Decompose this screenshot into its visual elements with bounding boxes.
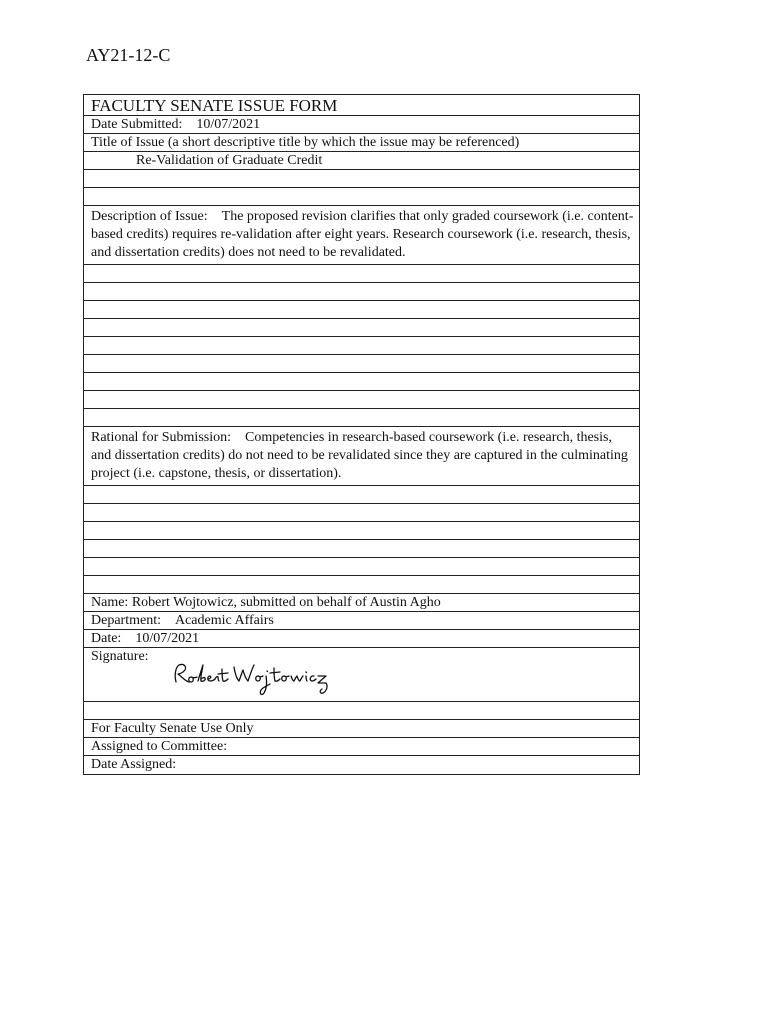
form-title: FACULTY SENATE ISSUE FORM xyxy=(84,95,639,116)
blank-row xyxy=(84,576,639,594)
blank-row xyxy=(84,355,639,373)
document-id: AY21-12-C xyxy=(86,45,171,65)
department-row xyxy=(84,612,639,630)
rationale-label: Rational for Submission: xyxy=(91,430,231,445)
blank-row xyxy=(84,522,639,540)
date-value: 10/07/2021 xyxy=(135,631,200,646)
department-label: Department: xyxy=(91,613,161,628)
date-submitted-row xyxy=(84,116,639,134)
blank-row xyxy=(84,409,639,427)
date-label: Date: xyxy=(91,631,122,646)
blank-row xyxy=(84,558,639,576)
date-assigned-label: Date Assigned: xyxy=(91,757,177,772)
description-text: The proposed revision clarifies that only graded coursework (i.e. content-based credits) requires re-validation after eight years. Research coursework (i.e. research, thesis, and dissertation credits) does not need to be revalidated. xyxy=(91,209,634,260)
blank-row xyxy=(84,391,639,409)
signature-label: Signature: xyxy=(91,649,149,664)
title-of-issue-value: Re-Validation of Graduate Credit xyxy=(84,152,639,170)
signature-row xyxy=(84,648,639,702)
title-of-issue-label: Title of Issue (a short descriptive title by which the issue may be referenced) xyxy=(84,134,639,152)
date-row xyxy=(84,630,639,648)
handwritten-signature xyxy=(170,660,340,698)
description-label: Description of Issue: xyxy=(91,209,208,224)
blank-row xyxy=(84,504,639,522)
department-value: Academic Affairs xyxy=(174,613,274,628)
name-row: Name: Robert Wojtowicz, submitted on behalf of Austin Agho xyxy=(84,594,639,612)
rationale-row xyxy=(84,427,639,486)
blank-row xyxy=(84,265,639,283)
blank-row xyxy=(84,486,639,504)
rationale-text: Competencies in research-based coursework (i.e. research, thesis, and dissertation credits) do not need to be revalidated since they are captured in the culminating project (i.e. capstone, thesis, or dissertation). xyxy=(91,430,628,481)
blank-row xyxy=(84,540,639,558)
blank-row xyxy=(84,188,639,206)
blank-row xyxy=(84,702,639,720)
blank-row xyxy=(84,373,639,391)
blank-row xyxy=(84,283,639,301)
issue-form xyxy=(83,94,640,775)
blank-row xyxy=(84,337,639,355)
assigned-committee-label: Assigned to Committee: xyxy=(84,738,639,756)
date-submitted-label: Date Submitted: xyxy=(91,117,183,132)
senate-use-label: For Faculty Senate Use Only xyxy=(84,720,639,738)
blank-row xyxy=(84,319,639,337)
description-row xyxy=(84,206,639,265)
blank-row xyxy=(84,170,639,188)
date-submitted-value: 10/07/2021 xyxy=(196,117,261,132)
blank-row xyxy=(84,301,639,319)
